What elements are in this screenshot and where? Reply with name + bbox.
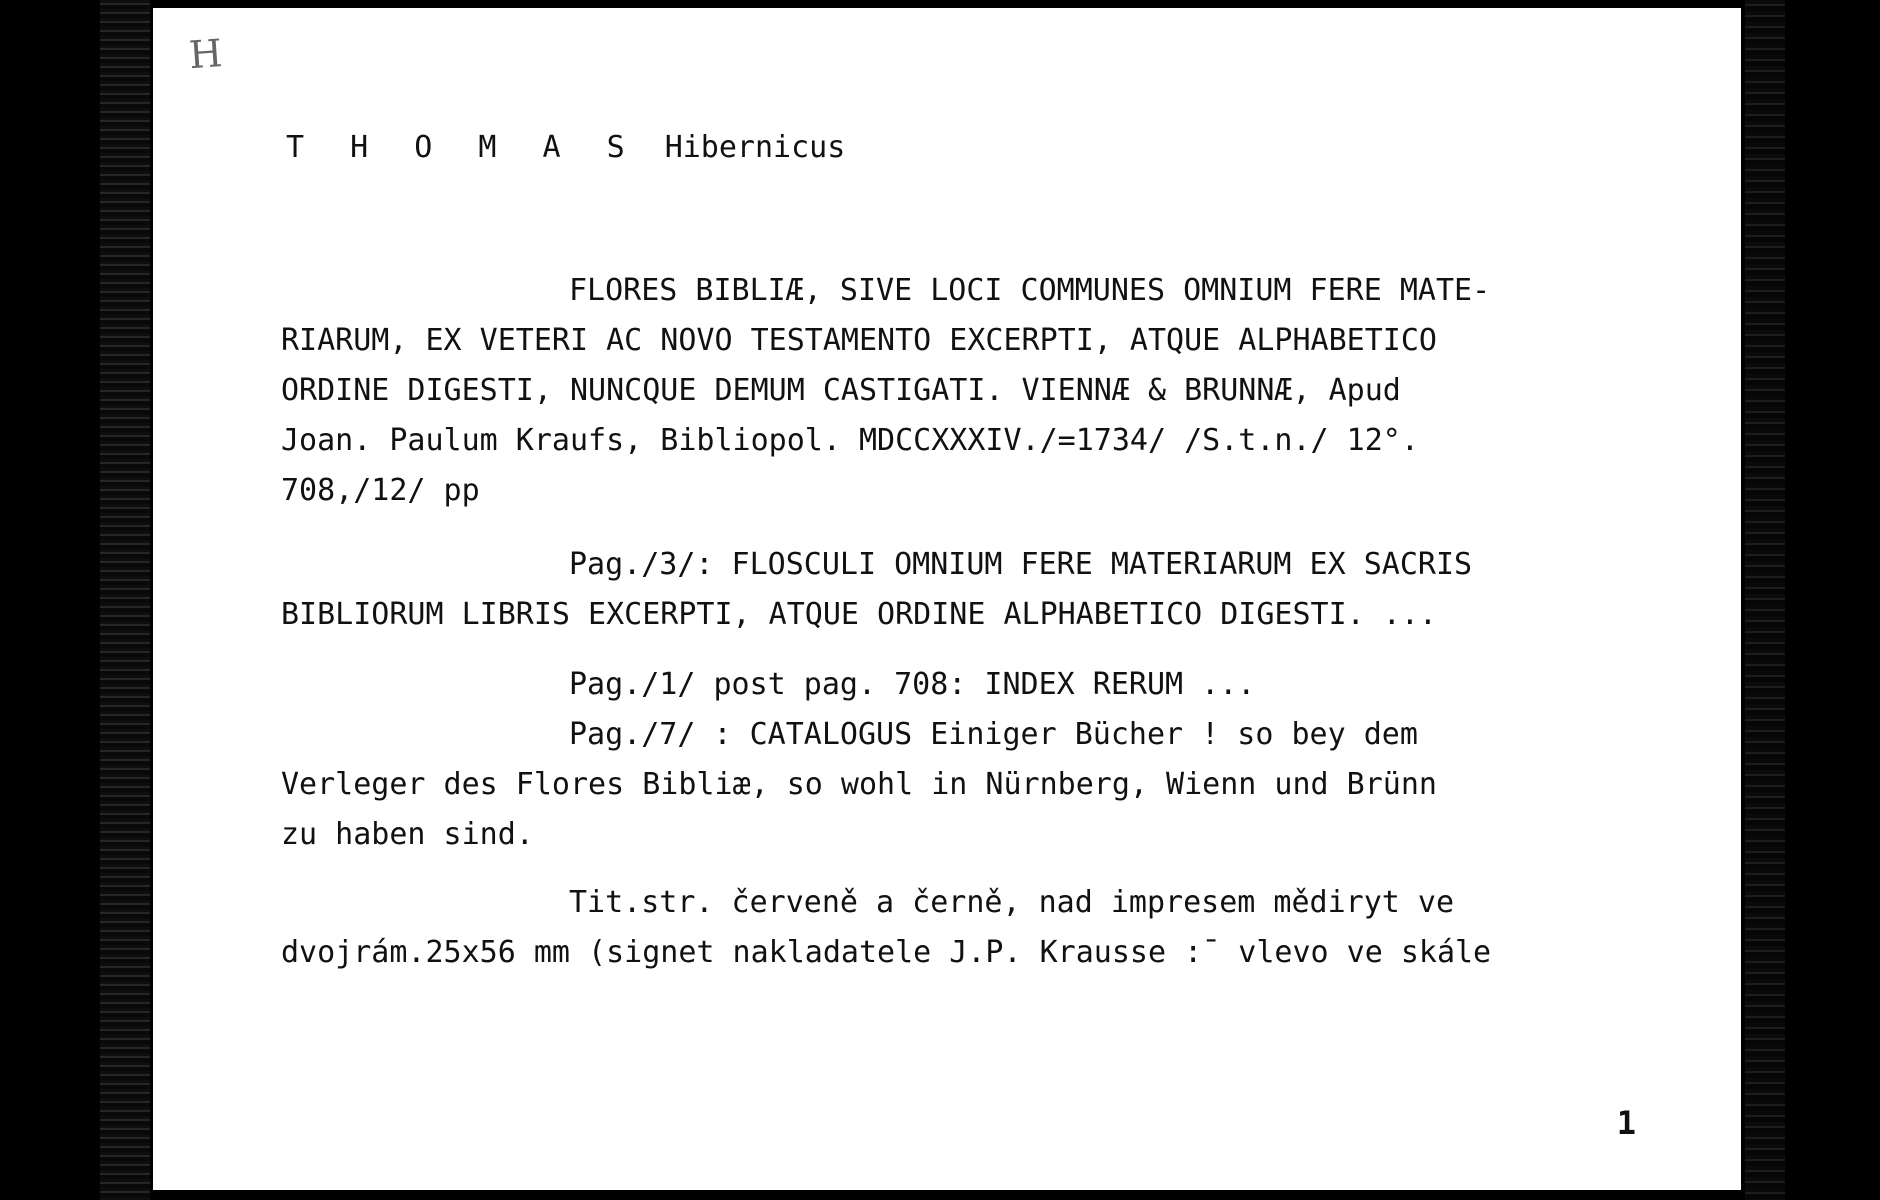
- author-heading: [286, 128, 845, 168]
- title-entry: [281, 266, 1490, 516]
- card-page-number: 1: [1616, 1104, 1636, 1142]
- title-line: ORDINE DIGESTI, NUNCQUE DEMUM CASTIGATI. VIENNÆ & BRUNNÆ, Apud: [281, 373, 1401, 408]
- note-page-3: [281, 540, 1472, 640]
- author-surname: T H O M A S: [286, 130, 639, 165]
- title-line: FLORES BIBLIÆ, SIVE LOCI COMMUNES OMNIUM FERE MATE-: [569, 273, 1491, 308]
- note-line: Pag./1/ post pag. 708: INDEX RERUM ...: [569, 667, 1256, 702]
- title-line: 708,/12/ pp: [281, 473, 480, 508]
- note-page-1: [281, 660, 1255, 710]
- author-epithet: Hibernicus: [664, 130, 846, 165]
- note-page-7: [281, 710, 1437, 860]
- note-line: BIBLIORUM LIBRIS EXCERPTI, ATQUE ORDINE ALPHABETICO DIGESTI. ...: [281, 597, 1437, 632]
- note-line: zu haben sind.: [281, 817, 534, 852]
- note-line: Verleger des Flores Bibliæ, so wohl in Nürnberg, Wienn und Brünn: [281, 767, 1437, 802]
- note-title-page: [281, 878, 1491, 978]
- note-line: Pag./7/ : CATALOGUS Einiger Bücher ! so bey dem: [569, 717, 1418, 752]
- catalog-card: [153, 8, 1741, 1190]
- title-line: Joan. Paulum Kraufs, Bibliopol. MDCCXXXIV./=1734/ /S.t.n./ 12°.: [281, 423, 1419, 458]
- note-line: dvojrám.25x56 mm (signet nakladatele J.P. Krausse :ˉ vlevo ve skále: [281, 935, 1492, 970]
- note-line: Tit.str. červeně a černě, nad impresem mědiryt ve: [569, 885, 1455, 920]
- scan-border-right: [1745, 0, 1785, 1200]
- handwritten-corner-mark: H: [187, 30, 226, 78]
- title-line: RIARUM, EX VETERI AC NOVO TESTAMENTO EXCERPTI, ATQUE ALPHABETICO: [281, 323, 1437, 358]
- scan-border-left: [100, 0, 150, 1200]
- note-line: Pag./3/: FLOSCULI OMNIUM FERE MATERIARUM EX SACRIS: [569, 547, 1473, 582]
